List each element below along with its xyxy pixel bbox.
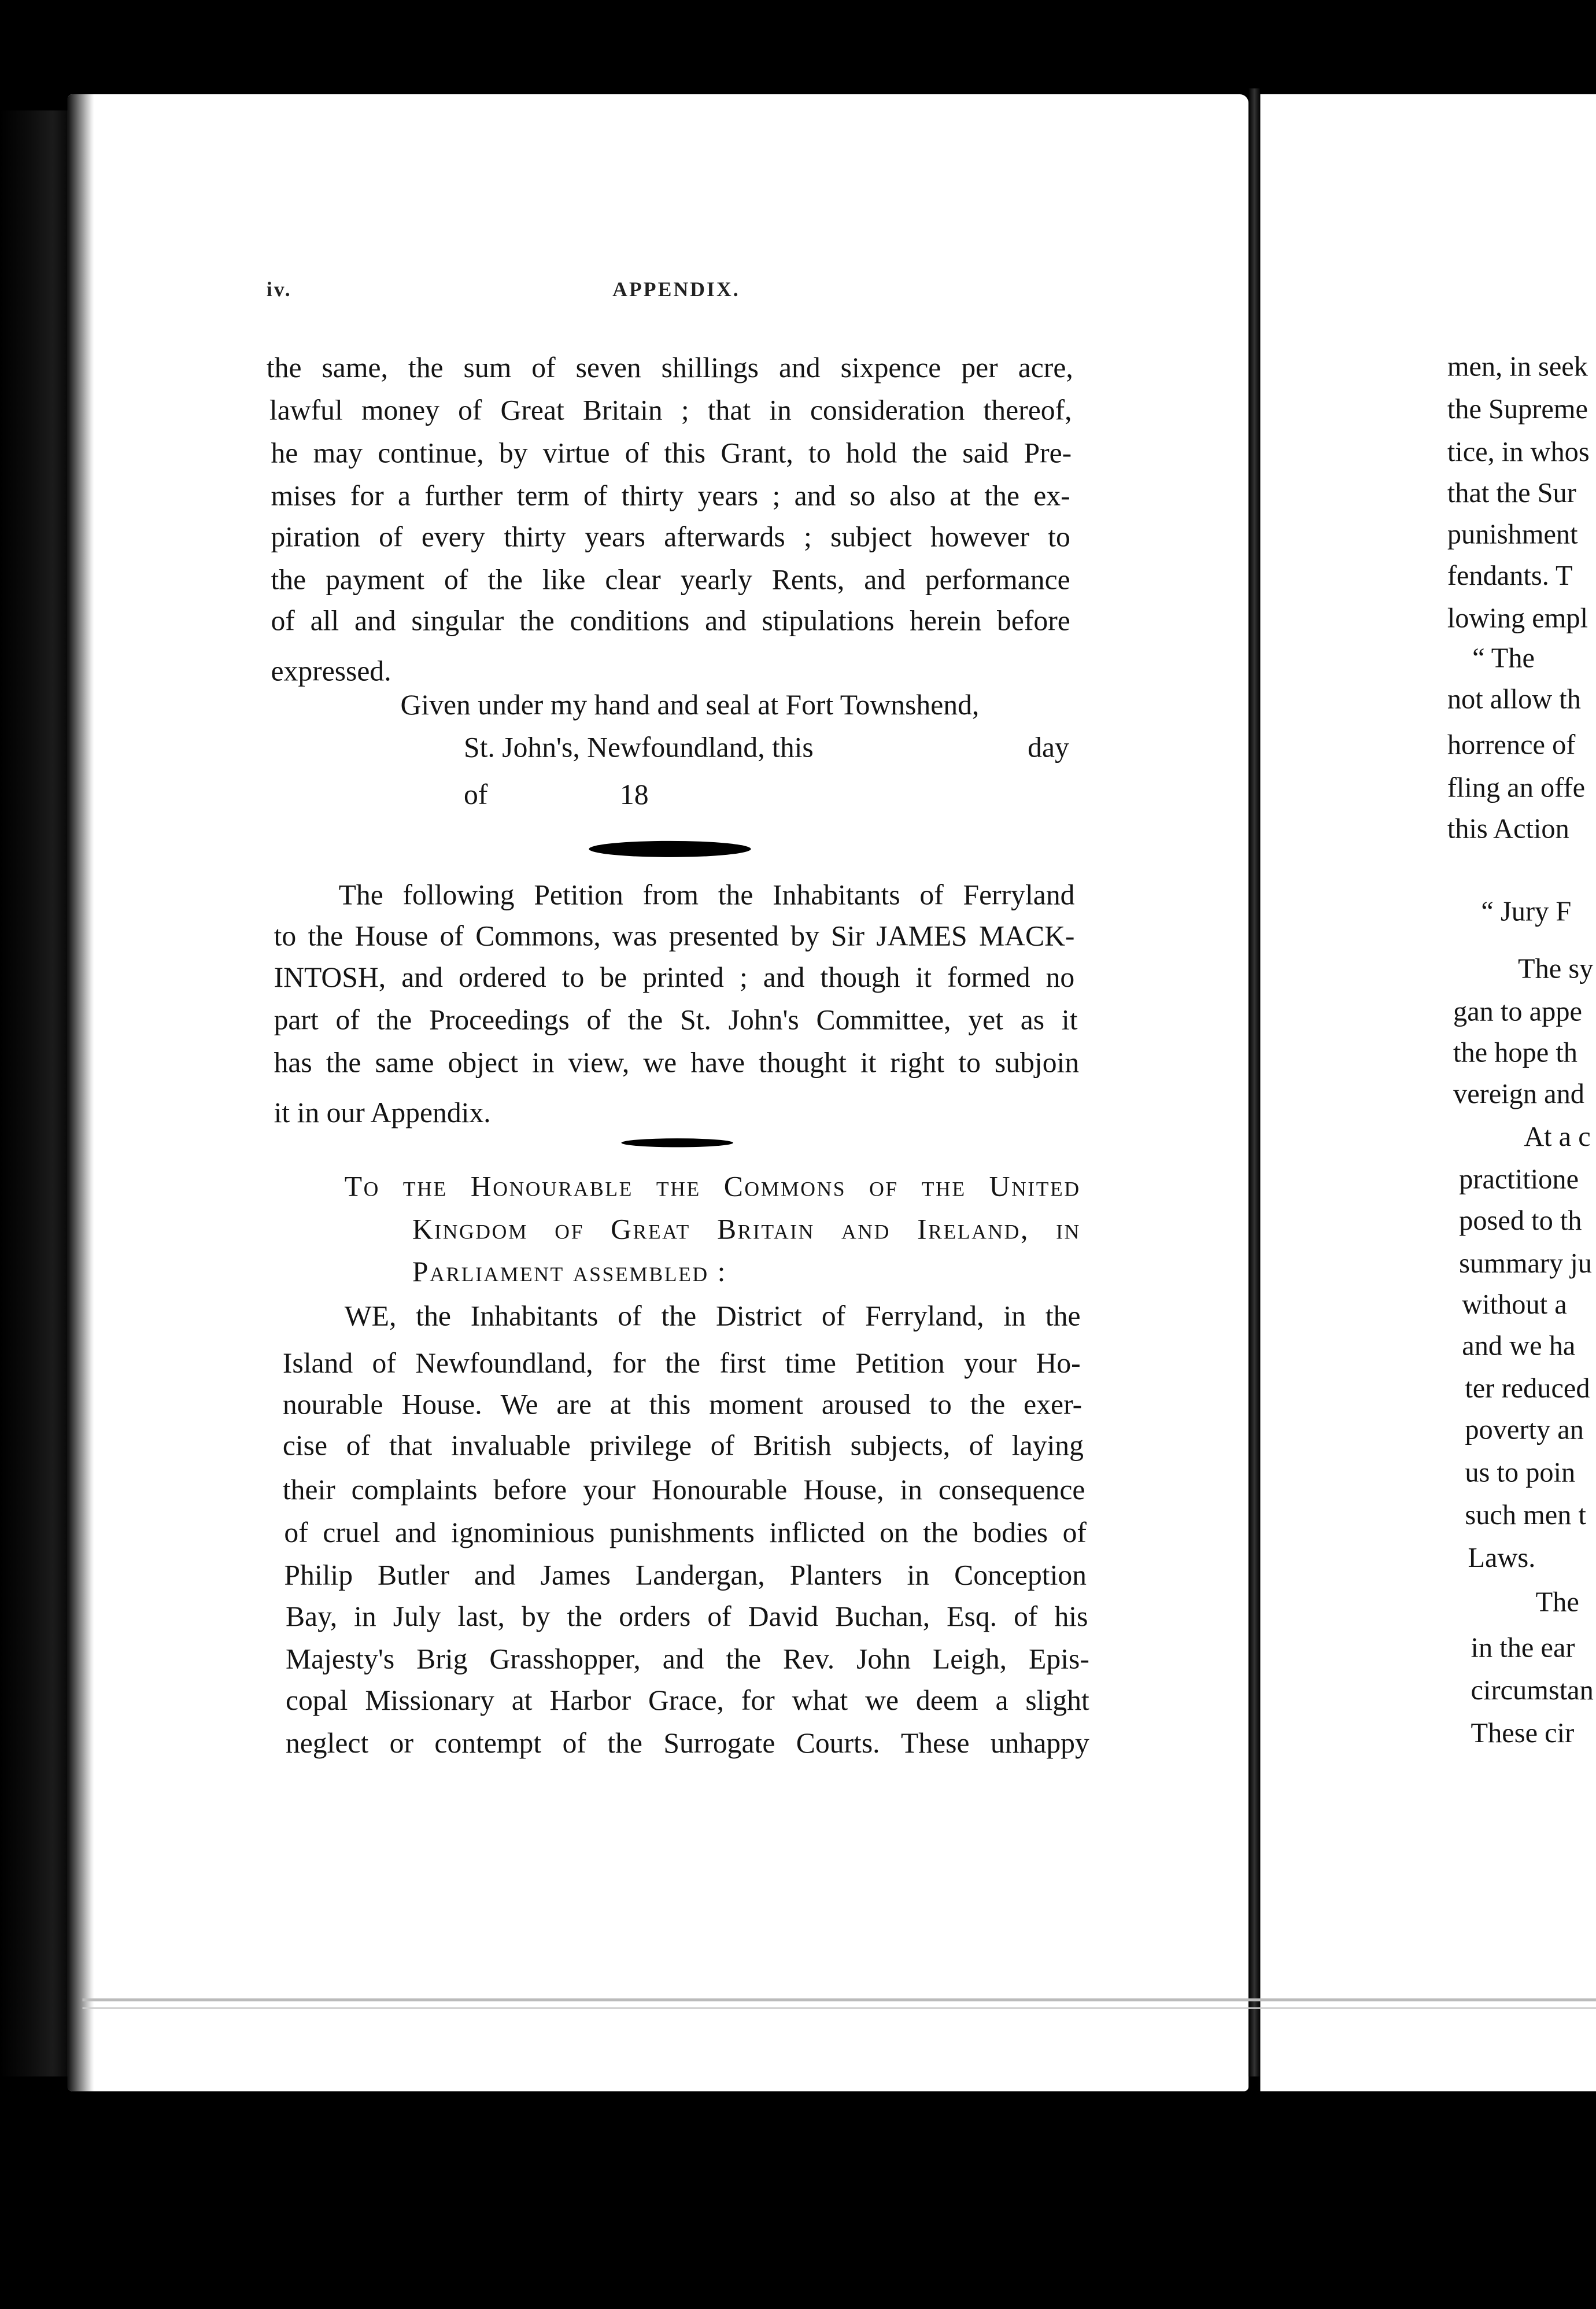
facing-line: and we ha bbox=[1462, 1331, 1576, 1363]
facing-line: not allow th bbox=[1447, 684, 1581, 716]
facing-line: horrence of bbox=[1447, 730, 1576, 762]
text-line: it in our Appendix. bbox=[274, 1098, 491, 1130]
scanner-line bbox=[83, 2007, 1596, 2009]
facing-line: fendants. T bbox=[1447, 561, 1573, 592]
facing-line: The sy bbox=[1518, 954, 1594, 986]
address-line: To the Honourable the Commons of the United bbox=[344, 1172, 1081, 1204]
facing-line: such men t bbox=[1465, 1500, 1586, 1532]
text-line: lawful money of Great Britain ; that in consideration thereof, bbox=[269, 396, 1072, 427]
facing-line: Laws. bbox=[1468, 1543, 1536, 1574]
text-line: Majesty's Brig Grasshopper, and the Rev. John Leigh, Epis- bbox=[285, 1644, 1089, 1676]
text-line: the same, the sum of seven shillings and sixpence per acre, bbox=[266, 353, 1073, 385]
page-gutter bbox=[1248, 88, 1260, 2076]
signature-line: Given under my hand and seal at Fort Townshend, bbox=[400, 691, 980, 722]
text-line: he may continue, by virtue of this Grant, to hold the said Pre- bbox=[271, 438, 1072, 470]
text-line: Bay, in July last, by the orders of David Buchan, Esq. of his bbox=[285, 1602, 1088, 1633]
facing-line: summary ju bbox=[1459, 1249, 1592, 1280]
text-line: of cruel and ignominious punishments inflicted on the bodies of bbox=[284, 1518, 1087, 1550]
text-line: The following Petition from the Inhabitants of Ferryland bbox=[338, 880, 1075, 912]
running-head: APPENDIX. bbox=[612, 279, 740, 302]
facing-line: These cir bbox=[1471, 1718, 1575, 1750]
text-line: Philip Butler and James Landergan, Planters in Conception bbox=[284, 1561, 1087, 1592]
text-line: nourable House. We are at this moment aroused to the exer- bbox=[282, 1390, 1083, 1421]
facing-line: “ Jury F bbox=[1481, 897, 1572, 928]
facing-line: without a bbox=[1462, 1290, 1567, 1321]
facing-line: us to poin bbox=[1465, 1458, 1576, 1489]
text-line: WE, the Inhabitants of the District of Ferryland, in the bbox=[344, 1301, 1081, 1333]
text-line: expressed. bbox=[271, 656, 391, 688]
text-line: part of the Proceedings of the St. John's Committee, yet as it bbox=[274, 1005, 1078, 1037]
text-line: neglect or contempt of the Surrogate Courts. These unhappy bbox=[285, 1729, 1089, 1760]
ornament-divider bbox=[621, 1138, 733, 1147]
facing-line: fling an offe bbox=[1447, 773, 1586, 805]
facing-line: practitione bbox=[1459, 1164, 1579, 1196]
text-line: cise of that invaluable privilege of British subjects, of laying bbox=[282, 1431, 1084, 1463]
signature-line: of bbox=[464, 780, 488, 812]
facing-line: the hope th bbox=[1453, 1038, 1577, 1069]
text-line: has the same object in view, we have thought it right to subjoin bbox=[274, 1048, 1080, 1080]
facing-line: this Action bbox=[1447, 814, 1569, 846]
signature-line: day bbox=[1028, 733, 1069, 765]
facing-line: that the Sur bbox=[1447, 478, 1576, 510]
facing-line: in the ear bbox=[1471, 1633, 1575, 1665]
text-line: of all and singular the conditions and stipulations herein before bbox=[271, 606, 1070, 638]
text-line: piration of every thirty years afterwards ; subject however to bbox=[271, 522, 1070, 554]
text-line: the payment of the like clear yearly Rents, and performance bbox=[271, 565, 1070, 597]
signature-line: St. John's, Newfoundland, this bbox=[464, 733, 814, 765]
scanner-line bbox=[83, 1998, 1596, 2001]
text-line: INTOSH, and ordered to be printed ; and though it formed no bbox=[274, 963, 1075, 994]
facing-line: gan to appe bbox=[1453, 997, 1582, 1028]
address-line: Kingdom of Great Britain and Ireland, in bbox=[412, 1215, 1081, 1246]
facing-line: tice, in whos bbox=[1447, 437, 1590, 469]
facing-line: “ The bbox=[1472, 643, 1535, 675]
facing-line: posed to th bbox=[1459, 1206, 1582, 1237]
facing-line: men, in seek bbox=[1447, 352, 1588, 383]
book-binding bbox=[0, 110, 71, 2076]
facing-line: circumstan bbox=[1471, 1676, 1594, 1707]
left-page bbox=[68, 94, 1248, 2092]
facing-line: lowing empl bbox=[1447, 603, 1588, 635]
facing-line: ter reduced bbox=[1465, 1374, 1590, 1405]
facing-line: vereign and bbox=[1453, 1079, 1585, 1111]
text-line: mises for a further term of thirty years ; and so also at the ex- bbox=[271, 481, 1070, 513]
facing-line: At a c bbox=[1524, 1122, 1591, 1153]
facing-line: punishment bbox=[1447, 519, 1578, 551]
facing-line: the Supreme bbox=[1447, 394, 1588, 426]
text-line: to the House of Commons, was presented by Sir JAMES MACK- bbox=[274, 921, 1075, 953]
page-number: iv. bbox=[266, 279, 292, 302]
text-line: copal Missionary at Harbor Grace, for what we deem a slight bbox=[285, 1686, 1089, 1717]
signature-line: 18 bbox=[619, 780, 649, 812]
address-line: Parliament assembled : bbox=[412, 1257, 727, 1289]
facing-line: poverty an bbox=[1465, 1415, 1584, 1447]
text-line: Island of Newfoundland, for the first time Petition your Ho- bbox=[282, 1349, 1081, 1380]
facing-line: The bbox=[1535, 1587, 1579, 1619]
ornament-divider bbox=[589, 841, 751, 857]
text-line: their complaints before your Honourable House, in consequence bbox=[282, 1476, 1085, 1507]
